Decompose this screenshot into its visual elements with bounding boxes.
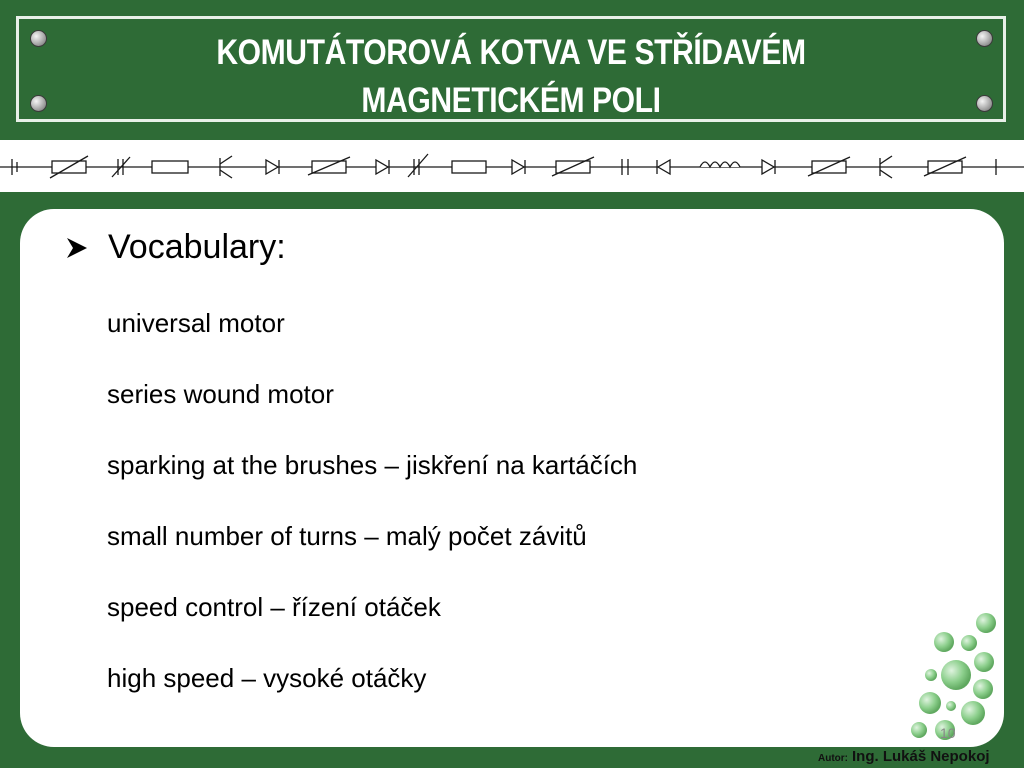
arrowhead-bullet-icon <box>64 235 90 261</box>
electrical-symbols-strip <box>0 140 1024 192</box>
decorative-bubbles-icon <box>900 605 1010 745</box>
title-frame <box>16 16 1006 122</box>
vocabulary-list <box>107 305 637 731</box>
rivet-top-right-icon <box>976 30 993 47</box>
author-credit <box>818 748 990 765</box>
page-number: 10 <box>940 725 956 741</box>
list-item: speed control – řízení otáček <box>107 592 441 622</box>
title-line-2: MAGNETICKÉM POLI <box>361 81 661 120</box>
slide-title <box>88 29 934 125</box>
electrical-symbols-icon <box>0 140 1024 192</box>
rivet-bottom-left-icon <box>30 95 47 112</box>
list-item: small number of turns – malý počet závitů <box>107 521 587 551</box>
author-name: Ing. Lukáš Nepokoj <box>852 748 990 765</box>
vocabulary-bullet <box>64 228 286 267</box>
rivet-bottom-right-icon <box>976 95 993 112</box>
title-line-1: KOMUTÁTOROVÁ KOTVA VE STŘÍDAVÉM <box>216 33 806 72</box>
list-item: universal motor <box>107 308 285 338</box>
rivet-top-left-icon <box>30 30 47 47</box>
author-label: Autor: <box>818 753 848 764</box>
vocabulary-heading: Vocabulary: <box>108 228 286 266</box>
list-item: sparking at the brushes – jiskření na kartáčích <box>107 450 638 480</box>
list-item: high speed – vysoké otáčky <box>107 663 427 693</box>
list-item: series wound motor <box>107 379 334 409</box>
